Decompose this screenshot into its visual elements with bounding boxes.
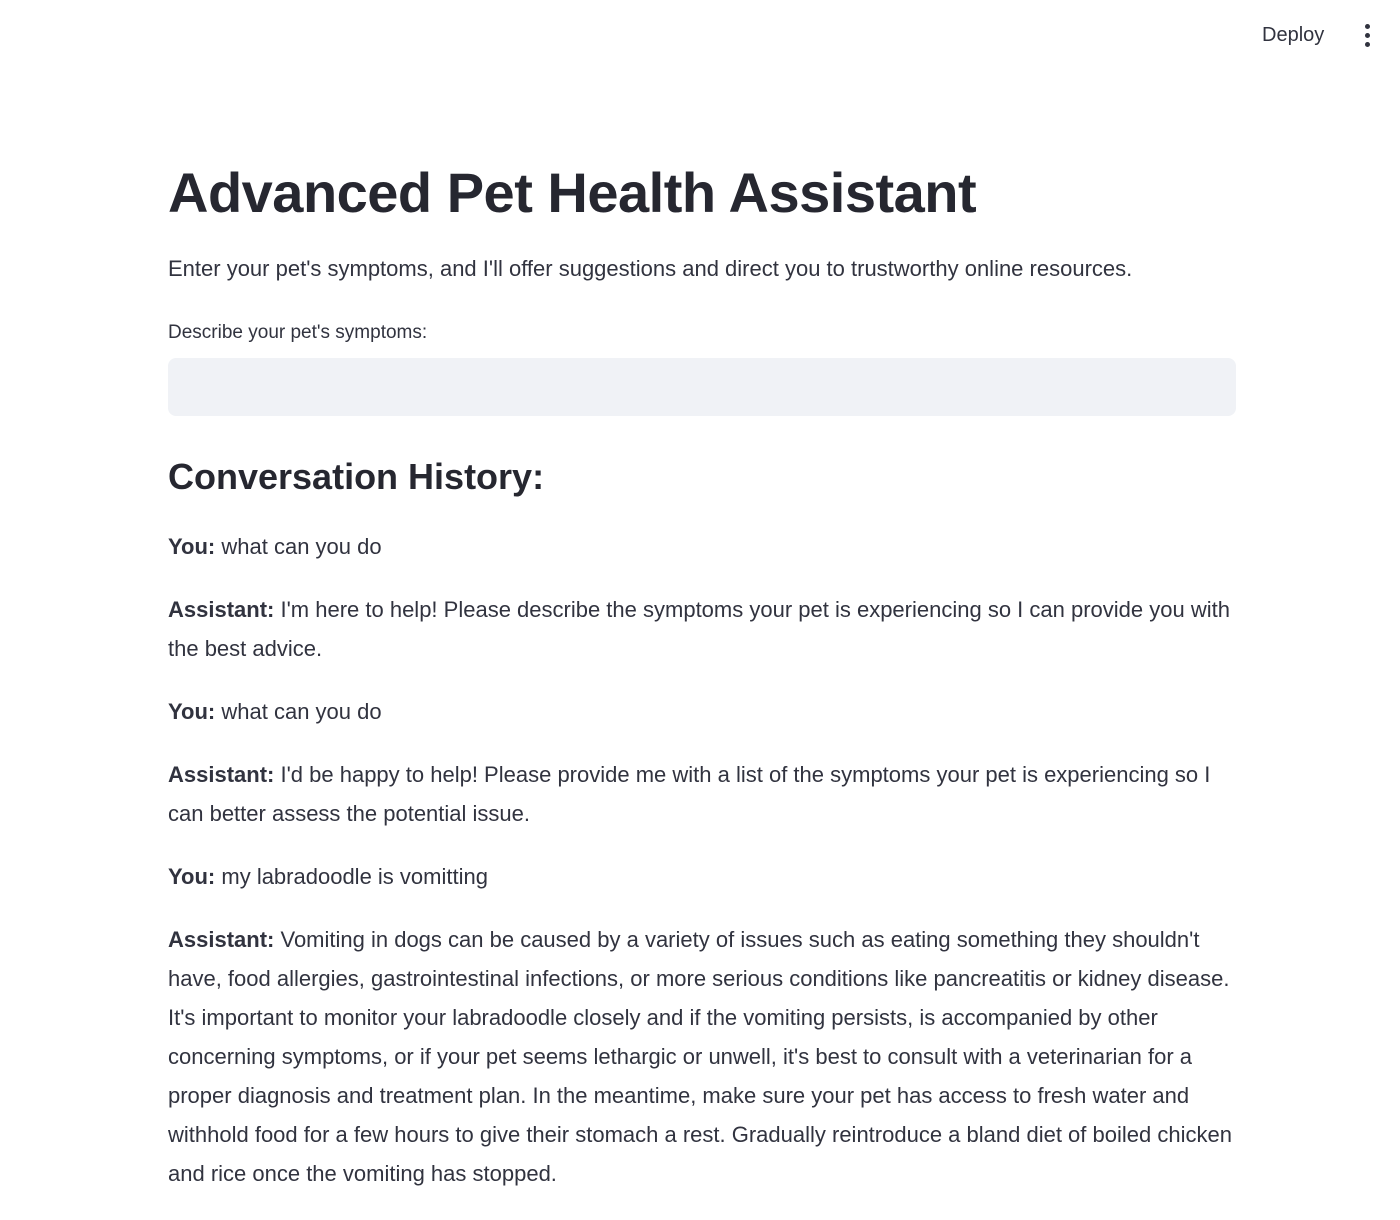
message-text: what can you do — [221, 699, 382, 724]
history-message — [168, 692, 1238, 731]
conversation-history — [168, 527, 1238, 1217]
history-heading: Conversation History: — [168, 456, 545, 497]
kebab-menu-icon[interactable] — [1352, 18, 1382, 52]
history-message — [168, 527, 1238, 566]
history-message — [168, 857, 1238, 896]
message-speaker: You: — [168, 699, 216, 724]
history-message — [168, 920, 1238, 1193]
message-text: what can you do — [221, 534, 382, 559]
history-message — [168, 590, 1238, 668]
top-bar — [0, 0, 1400, 70]
message-speaker: Assistant: — [168, 597, 275, 622]
page-subtitle: Enter your pet's symptoms, and I'll offer suggestions and direct you to trustworthy online resources. — [168, 256, 1133, 281]
symptoms-input-label: Describe your pet's symptoms: — [168, 322, 428, 343]
message-text: Vomiting in dogs can be caused by a variety of issues such as eating something they shouldn't have, food allergies, gastrointestinal infections, or more serious conditions like pancreatitis or kidney disease. It's important to monitor your labradoodle closely and if the vomiting persists, is accompanied by other concerning symptoms, or if your pet seems lethargic or unwell, it's best to consult with a veterinarian for a proper diagnosis and treatment plan. In the meantime, make sure your pet has access to fresh water and withhold food for a few hours to give their stomach a rest. Gradually reintroduce a bland diet of boiled chicken and rice once the vomiting has stopped. — [168, 927, 1232, 1186]
message-speaker: Assistant: — [168, 762, 275, 787]
message-speaker: Assistant: — [168, 927, 275, 952]
history-message — [168, 755, 1238, 833]
message-text: I'm here to help! Please describe the symptoms your pet is experiencing so I can provide you with the best advice. — [168, 597, 1230, 661]
menu-dot — [1365, 24, 1370, 29]
message-speaker: You: — [168, 864, 216, 889]
deploy-button[interactable]: Deploy — [1250, 18, 1336, 52]
menu-dot — [1365, 42, 1370, 47]
message-text: I'd be happy to help! Please provide me with a list of the symptoms your pet is experiencing so I can better assess the potential issue. — [168, 762, 1211, 826]
message-text: my labradoodle is vomitting — [221, 864, 488, 889]
message-speaker: You: — [168, 534, 216, 559]
menu-dot — [1365, 33, 1370, 38]
page-title: Advanced Pet Health Assistant — [168, 161, 977, 224]
symptoms-input[interactable] — [168, 358, 1236, 416]
